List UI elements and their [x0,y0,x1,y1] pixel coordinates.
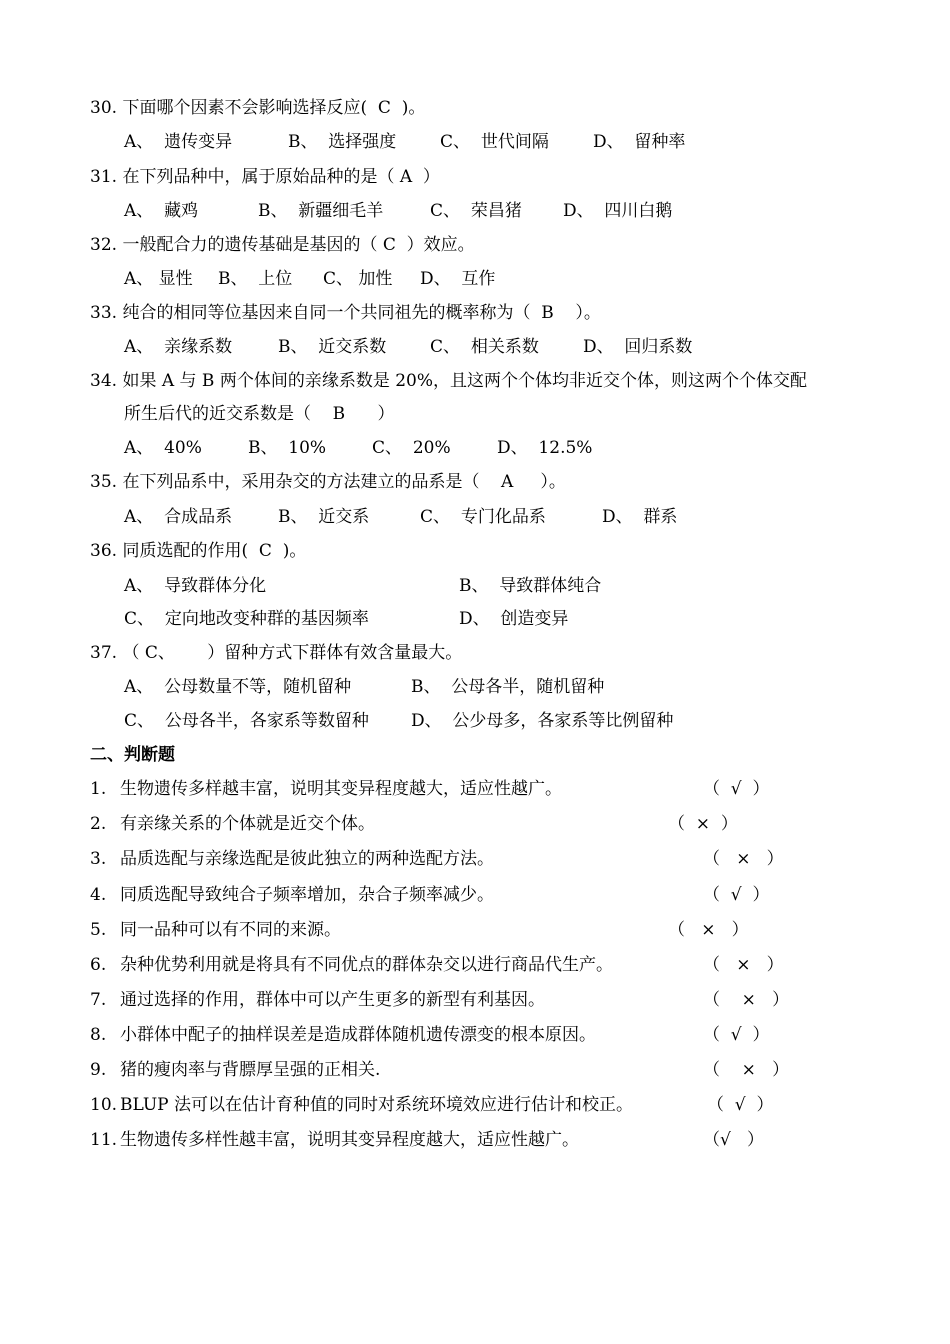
tf-item-text: 生物遗传多样越丰富，说明其变异程度越大，适应性越广。 [120,779,562,799]
option: D、 四川白鹅 [563,201,673,221]
option: A、 公母数量不等，随机留种 [124,677,352,697]
tf-item-text: 小群体中配子的抽样误差是造成群体随机遗传漂变的根本原因。 [120,1025,596,1045]
option: C、 世代间隔 [440,132,549,152]
tf-answer: （√ ） [703,1130,765,1150]
option: B、 选择强度 [288,132,397,152]
question-32: 32. 一般配合力的遗传基础是基因的（ C ）效应。 [90,235,475,255]
option: A、 合成品系 [124,507,233,527]
tf-answer: （ √ ） [707,1095,774,1115]
tf-item-number: 11. [90,1130,118,1150]
tf-item-number: 2. [90,814,107,834]
tf-item-number: 6. [90,955,107,975]
option: D、 互作 [420,269,496,289]
question-35: 35. 在下列品系中，采用杂交的方法建立的品系是（ A ）。 [90,472,566,492]
option: B、 近交系 [278,507,370,527]
tf-item-number: 4. [90,885,107,905]
option: A、 亲缘系数 [124,337,233,357]
question-34: 34. 如果 A 与 B 两个体间的亲缘系数是 20%，且这两个个体均非近交个体，则这两个个体交配 [90,371,808,391]
tf-answer: （ × ） [703,1060,790,1080]
tf-item-number: 10. [90,1095,118,1115]
option: D、 回归系数 [583,337,693,357]
tf-answer: （ √ ） [703,885,770,905]
tf-item-text: 有亲缘关系的个体就是近交个体。 [120,814,375,834]
option: C、 专门化品系 [420,507,546,527]
question-34-cont: 所生后代的近交系数是（ B ） [124,404,395,424]
option: D、 群系 [602,507,678,527]
tf-item-text: 同一品种可以有不同的来源。 [120,920,341,940]
tf-answer: （ × ） [703,955,784,975]
option: C、 定向地改变种群的基因频率 [124,609,369,629]
tf-answer: （ × ） [668,920,749,940]
option: B、 上位 [218,269,293,289]
question-36: 36. 同质选配的作用( C )。 [90,541,307,561]
option: D、 12.5% [497,438,593,458]
question-37: 37. （ C、 ）留种方式下群体有效含量最大。 [90,643,463,663]
option: A、 遗传变异 [124,132,233,152]
tf-item-text: 同质选配导致纯合子频率增加，杂合子频率减少。 [120,885,494,905]
option: C、 加性 [323,269,393,289]
tf-item-text: 杂种优势利用就是将具有不同优点的群体杂交以进行商品代生产。 [120,955,613,975]
option: B、 公母各半，随机留种 [411,677,605,697]
option: B、 10% [248,438,327,458]
tf-item-number: 1. [90,779,107,799]
tf-answer: （ × ） [668,814,738,834]
tf-item-text: BLUP 法可以在估计育种值的同时对系统环境效应进行估计和校正。 [120,1095,634,1115]
question-31: 31. 在下列品种中，属于原始品种的是（ A ） [90,167,440,187]
option: A、 显性 [124,269,193,289]
option: B、 近交系数 [278,337,387,357]
question-30: 30. 下面哪个因素不会影响选择反应( C )。 [90,98,426,118]
tf-item-text: 通过选择的作用，群体中可以产生更多的新型有利基因。 [120,990,545,1010]
tf-item-number: 5. [90,920,107,940]
tf-item-number: 8. [90,1025,107,1045]
tf-answer: （ √ ） [703,779,770,799]
option: A、 导致群体分化 [124,576,267,596]
option: C、 荣昌猪 [430,201,522,221]
option: C、 公母各半，各家系等数留种 [124,711,369,731]
option: D、 公少母多，各家系等比例留种 [411,711,674,731]
tf-item-number: 7. [90,990,107,1010]
option: C、 相关系数 [430,337,539,357]
option: D、 留种率 [593,132,686,152]
option: A、 40% [124,438,202,458]
option: B、 新疆细毛羊 [258,201,384,221]
tf-answer: （ √ ） [703,1025,770,1045]
option: C、 20% [372,438,451,458]
tf-answer: （ × ） [703,849,784,869]
tf-answer: （ × ） [703,990,790,1010]
tf-item-text: 猪的瘦肉率与背膘厚呈强的正相关. [120,1060,381,1080]
tf-item-text: 品质选配与亲缘选配是彼此独立的两种选配方法。 [120,849,494,869]
tf-item-number: 3. [90,849,107,869]
option: A、 藏鸡 [124,201,199,221]
question-33: 33. 纯合的相同等位基因来自同一个共同祖先的概率称为（ B ）。 [90,303,601,323]
option: D、 创造变异 [459,609,569,629]
tf-item-text: 生物遗传多样性越丰富，说明其变异程度越大，适应性越广。 [120,1130,579,1150]
option: B、 导致群体纯合 [459,576,602,596]
section-title-true-false: 二、判断题 [90,745,175,765]
tf-item-number: 9. [90,1060,107,1080]
